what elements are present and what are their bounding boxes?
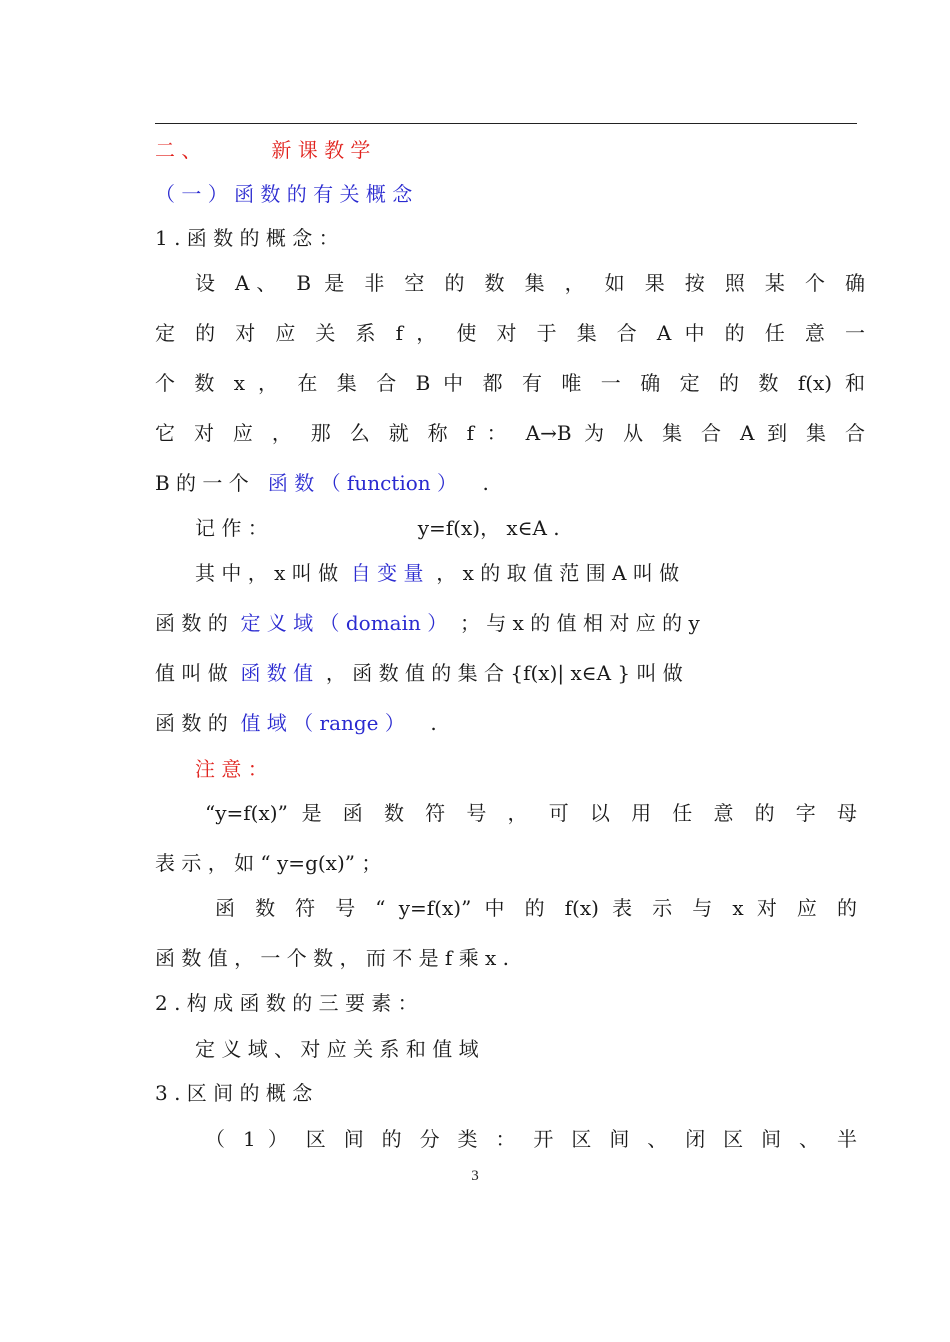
- independent-variable-term: 自 变 量: [350, 561, 424, 585]
- item2-title: 2 . 构 成 函 数 的 三 要 素 ：: [155, 991, 418, 1015]
- domain-line-4: [155, 708, 865, 738]
- domain-line-2: [155, 608, 865, 638]
- note2-line-2: 函 数 值 ， 一 个 数 ， 而 不 是 f 乘 x .: [155, 946, 510, 970]
- domain-line-3-b: ， 函 数 值 的 集 合 {f(x)| x∈A } 叫 做: [325, 661, 683, 685]
- page-number: 3: [471, 1168, 479, 1184]
- domain-line-2-a: 函 数 的: [155, 611, 228, 635]
- definition-line-4: 它 对 应 ， 那 么 就 称 f ： A→B 为 从 集 合 A 到 集 合: [155, 421, 865, 445]
- notation-formula: y=f(x)， x∈A .: [417, 516, 560, 540]
- subsection-title: （ 一 ） 函 数 的 有 关 概 念: [155, 182, 413, 206]
- domain-line-3: [155, 658, 865, 688]
- notation-label: 记 作 ：: [195, 516, 268, 540]
- section-text: 新 课 教 学: [271, 138, 371, 162]
- definition-line-1: 设 A、 B 是 非 空 的 数 集 ， 如 果 按 照 某 个 确: [195, 271, 865, 295]
- domain-term: 定 义 域 （ domain ）: [240, 611, 448, 635]
- domain-line-1: [195, 558, 865, 588]
- definition-line-2: 定 的 对 应 关 系 f ， 使 对 于 集 合 A 中 的 任 意 一: [155, 321, 865, 345]
- item3-title: 3 . 区 间 的 概 念: [155, 1081, 313, 1105]
- notation-line: [195, 513, 865, 543]
- note-label: 注 意 ：: [195, 757, 268, 781]
- note1-line-1: “y=f(x)” 是 函 数 符 号 ， 可 以 用 任 意 的 字 母: [205, 801, 857, 825]
- domain-line-4-a: 函 数 的: [155, 711, 228, 735]
- item1-title: 1 . 函 数 的 概 念 ：: [155, 226, 339, 250]
- range-term: 值 域 （ range ）: [240, 711, 405, 735]
- domain-line-3-a: 值 叫 做: [155, 661, 228, 685]
- function-term: 函 数 （ function ）: [267, 471, 458, 495]
- section-prefix: 二 、: [155, 138, 202, 162]
- function-value-term: 函 数 值: [240, 661, 314, 685]
- item3-subline: （ 1 ） 区 间 的 分 类 ： 开 区 间 、 闭 区 间 、 半: [205, 1127, 857, 1151]
- definition-line-5-b: .: [482, 471, 489, 495]
- definition-line-3: 个 数 x ， 在 集 合 B 中 都 有 唯 一 确 定 的 数 f(x) 和: [155, 371, 865, 395]
- domain-line-4-b: .: [430, 711, 437, 735]
- section-title: [155, 135, 865, 165]
- definition-line-5-a: B 的 一 个: [155, 471, 249, 495]
- definition-line-5: [155, 468, 865, 498]
- header-rule: [155, 123, 857, 124]
- domain-line-1-a: 其 中 ， x 叫 做: [195, 561, 339, 585]
- domain-line-2-b: ； 与 x 的 值 相 对 应 的 y: [459, 611, 700, 635]
- note2-line-1: 函 数 符 号 “ y=f(x)” 中 的 f(x) 表 示 与 x 对 应 的: [215, 896, 857, 920]
- domain-line-1-b: ， x 的 取 值 范 围 A 叫 做: [436, 561, 680, 585]
- note1-line-2: 表 示 ， 如 “ y=g(x)” ；: [155, 851, 382, 875]
- item2-body: 定 义 域 、 对 应 关 系 和 值 域: [195, 1037, 479, 1061]
